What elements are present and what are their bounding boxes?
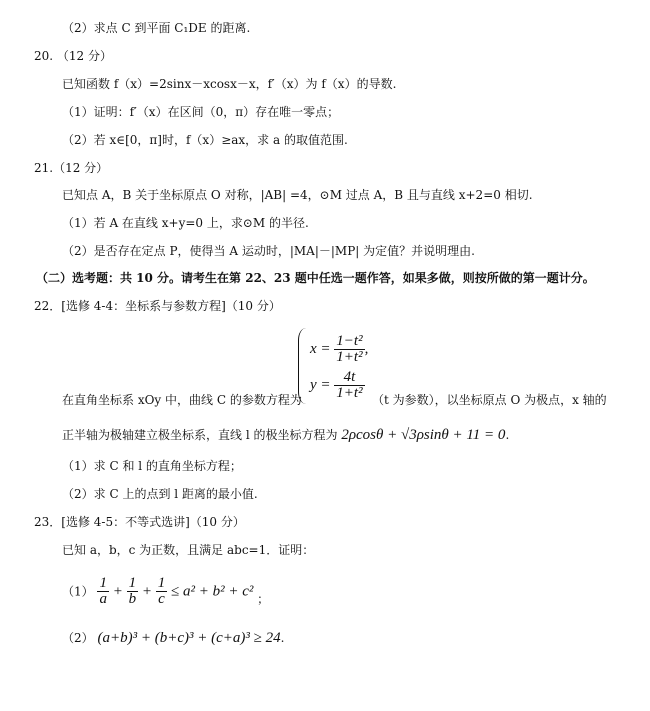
inequality-1: $\frac{1}{a}$ + $\frac{1}{b}$ + $\frac{1}{c}$ ≤ a² + b² + c² (99, 575, 254, 607)
q23-part1 (62, 576, 269, 607)
inequality-2-tail: . (280, 631, 285, 645)
param-x-lhs: x = (310, 340, 331, 357)
q21-stem: 已知点 A，B 关于坐标原点 O 对称，|AB| =4，⊙M 过点 A，B 且与直线 x+2=0 相切. (62, 188, 533, 202)
q22-stem-part-a: 在直角坐标系 xOy 中，曲线 C 的参数方程为 (62, 393, 302, 407)
param-x-equation (310, 334, 368, 365)
frac-1-over-b (127, 576, 139, 607)
frac-1-denominator: a (99, 591, 107, 607)
param-y-equation (310, 370, 365, 401)
param-x-denominator: 1+t² (336, 349, 363, 365)
q22-part1: （1）求 C 和 l 的直角坐标方程； (62, 459, 242, 473)
frac-1-numerator: 1 (99, 575, 107, 591)
inequality-2: (a+b)³ + (b+c)³ + (c+a)³ ≥ 24 (97, 630, 281, 646)
q23-stem: 已知 a，b，c 为正数，且满足 abc=1．证明： (62, 543, 315, 557)
q22-polar-intro: 正半轴为极轴建立极坐标系，直线 l 的极坐标方程为 (62, 428, 338, 442)
frac-1-over-c (156, 576, 168, 607)
q21-heading: 21.（12 分） (34, 161, 109, 175)
q22-stem-line2 (62, 427, 509, 443)
polar-tail: . (505, 428, 510, 442)
param-y-numerator: 4t (334, 370, 364, 386)
polar-equation: 2ρcosθ + √3ρsinθ + 11 = 0 (341, 427, 506, 443)
q22-heading: 22．[选修 4-4：坐标系与参数方程]（10 分） (34, 299, 281, 313)
frac-2-denominator: b (128, 591, 137, 607)
q22-part2: （2）求 C 上的点到 l 距离的最小值. (62, 487, 258, 501)
frac-3-numerator: 1 (157, 575, 166, 591)
param-y-fraction (334, 370, 364, 401)
frac-1-over-a (97, 576, 109, 607)
param-y-lhs: y = (310, 376, 331, 393)
q20-heading: 20. （12 分） (34, 49, 112, 63)
param-x-fraction (334, 334, 364, 365)
q22-stem-part-b: （t 为参数），以坐标原点 O 为极点，x 轴的 (372, 393, 607, 407)
q20-part2: （2）若 x∈[0，π]时，f（x）≥ax，求 a 的取值范围. (62, 133, 348, 147)
q21-part1: （1）若 A 在直线 x+y=0 上，求⊙M 的半径. (62, 216, 309, 230)
q20-part1: （1）证明：f′（x）在区间（0，π）存在唯一零点； (62, 105, 340, 119)
q23-part1-label: （1） (62, 584, 94, 599)
q20-stem: 已知函数 f（x）=2sinx－xcosx－x，f′（x）为 f（x）的导数. (62, 77, 397, 91)
q19-part2-text: （2）求点 C 到平面 C₁DE 的距离. (62, 21, 251, 35)
section-elective-heading: （二）选考题：共 10 分。请考生在第 22、23 题中任选一题作答，如果多做，则按所做的第一题计分。 (36, 271, 595, 285)
frac-3-denominator: c (158, 591, 165, 607)
frac-2-numerator: 1 (128, 575, 137, 591)
param-y-denominator: 1+t² (336, 385, 363, 401)
q23-part2-label: （2） (62, 631, 94, 645)
q23-part2 (62, 630, 284, 646)
inequality-1-rhs: ≤ a² + b² + c² (170, 583, 254, 600)
param-x-numerator: 1−t² (336, 333, 363, 349)
q21-part2: （2）是否存在定点 P，使得当 A 运动时，|MA|－|MP| 为定值？并说明理由. (62, 244, 475, 258)
q23-heading: 23．[选修 4-5：不等式选讲]（10 分） (34, 515, 245, 529)
param-x-tail: , (364, 340, 369, 357)
inequality-1-tail: ； (257, 592, 270, 606)
